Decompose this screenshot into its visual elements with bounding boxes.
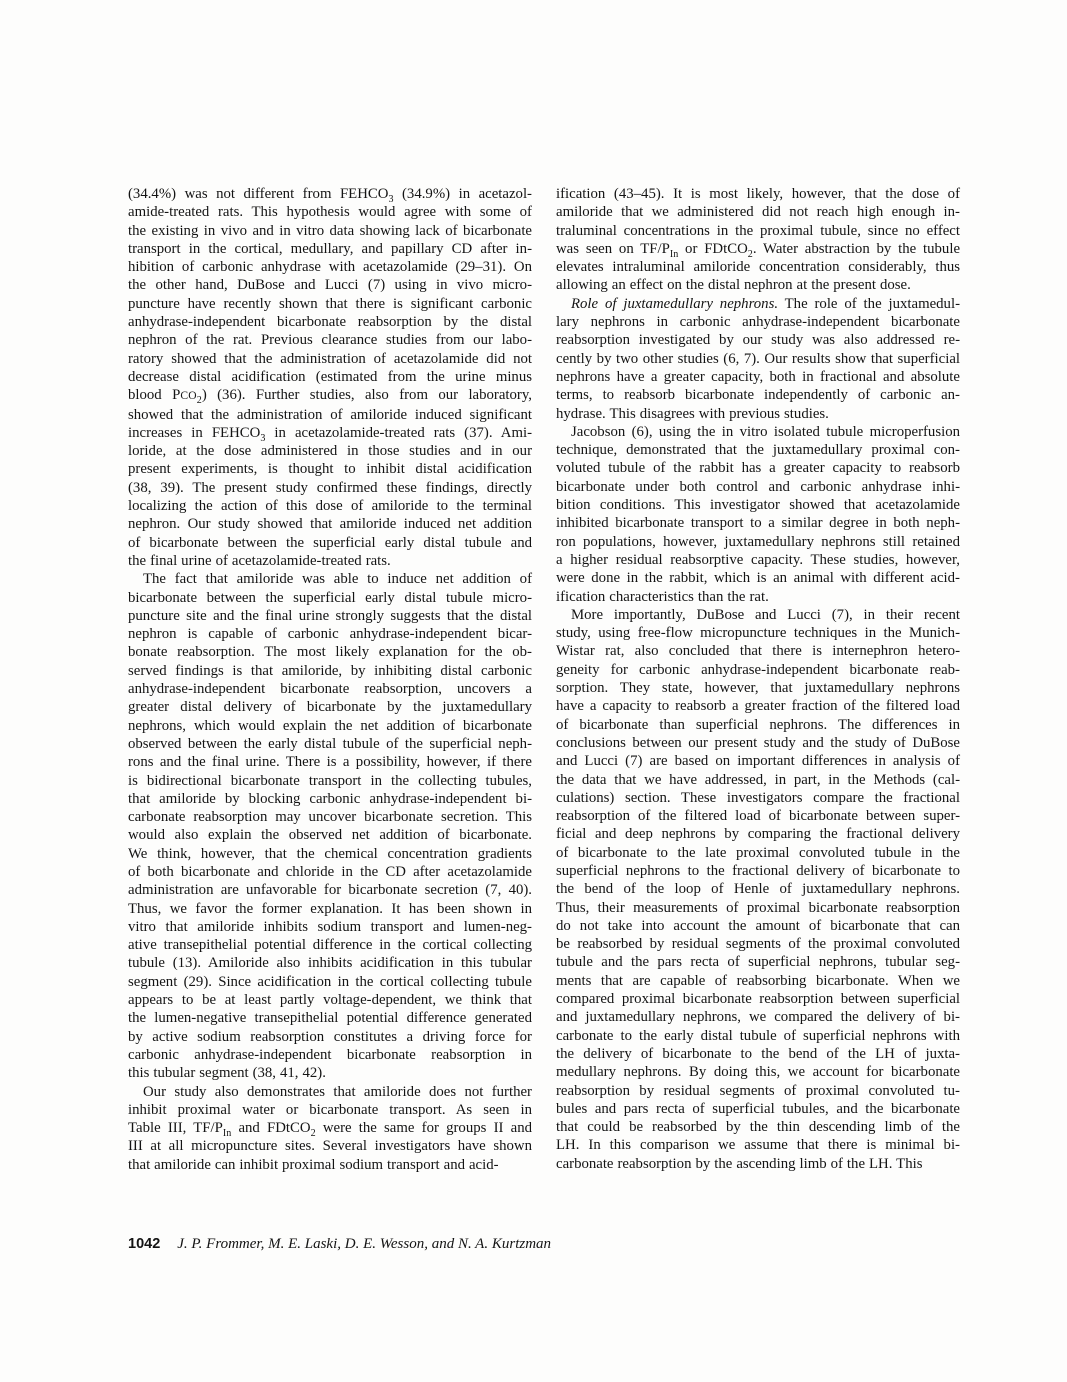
text-line: geneity for carbonic anhydrase-independent bicarbonate reab- [556, 661, 960, 678]
text-line: and juxtamedullary nephrons, we compared the delivery of bi- [556, 1009, 960, 1026]
right-text-column [556, 185, 960, 1173]
page-number: 1042 [128, 1236, 161, 1252]
text-line: was seen on $TF/P_{In}$ or FDtCO$_2$. Water abstraction by the tubule [556, 240, 961, 260]
text-line: a higher residual reabsorptive capacity. These studies, however, [556, 551, 960, 568]
text-line: Thus, their measurements of proximal bicarbonate reabsorption [556, 899, 960, 916]
running-authors: J. P. Frommer, M. E. Laski, D. E. Wesson, and N. A. Kurtzman [177, 1236, 552, 1252]
left-text-column [128, 185, 532, 1174]
text-line: sorption. They state, however, that juxtamedullary nephrons [556, 680, 960, 697]
text-line: decrease distal acidification (estimated from the urine minus [128, 368, 532, 385]
text-line: ification characteristics than the rat. [556, 588, 769, 605]
text-line: administration are unfavorable for bicarbonate secretion (7, 40). [128, 882, 532, 899]
text-line: ratory showed that the administration of acetazolamide did not [128, 350, 532, 367]
paragraph [128, 185, 532, 570]
text-line: Role of juxtamedullary nephrons. The role of the juxtamedul- [571, 295, 960, 312]
text-line: blood $PCO_2$) (36). Further studies, also from our laboratory, [128, 387, 532, 407]
text-line: reabsorption of the filtered load of bicarbonate between super- [556, 808, 960, 825]
text-line: nephron. Our study showed that amiloride induced net addition [128, 516, 532, 533]
text-line: traluminal concentrations in the proximal tubule, since no effect [556, 222, 960, 239]
text-line: amiloride that we administered did not reach high enough in- [556, 204, 960, 221]
paragraph [556, 185, 960, 295]
text-line: bicarbonate between the superficial early distal tubule micro- [128, 589, 532, 606]
text-line: nephrons, which would explain the net addition of bicarbonate [128, 717, 532, 734]
text-line: bition conditions. This investigator showed that acetazolamide [556, 497, 960, 514]
text-line: tubule (13). Amiloride also inhibits acidification in this tubular [128, 955, 532, 972]
text-line: puncture have recently shown that there is significant carbonic [128, 295, 532, 312]
text-line: carbonate reabsorption may uncover bicarbonate secretion. This [128, 809, 532, 826]
text-line: increases in $FEHCO_3$ in acetazolamide-treated rats (37). Ami- [128, 424, 532, 444]
text-line: the bend of the loop of Henle of juxtamedullary nephrons. [556, 881, 960, 898]
text-line: inhibit proximal water or bicarbonate transport. As seen in [128, 1101, 532, 1118]
text-line: technique, demonstrated that the juxtamedullary proximal con- [556, 442, 960, 459]
text-line: served findings is that amiloride, by inhibiting distal carbonic [128, 662, 532, 679]
text-line: anhydrase-independent bicarbonate reabsorption, uncovers a [128, 681, 532, 698]
text-line: conclusions between our present study and the study of DuBose [556, 734, 960, 751]
text-line: hydrase. This disagrees with previous studies. [556, 405, 829, 422]
text-line: nephron is capable of carbonic anhydrase-independent bicar- [128, 626, 532, 643]
text-line: of bicarbonate to the late proximal convoluted tubule in the [556, 844, 960, 861]
text-line: that could be reabsorbed by the thin descending limb of the [556, 1119, 960, 1136]
text-line: LH. In this comparison we assume that there is minimal bi- [556, 1137, 960, 1154]
text-line: tubule and the pars recta of superficial nephrons, tubular seg- [556, 954, 960, 971]
text-line: More importantly, DuBose and Lucci (7), in their recent [571, 606, 960, 623]
text-line: that amiloride can inhibit proximal sodium transport and acid- [128, 1156, 499, 1173]
text-line: that amiloride by blocking carbonic anhydrase-independent bi- [128, 790, 532, 807]
text-line: of bicarbonate between the superficial early distal tubule and [128, 534, 532, 551]
text-line: the delivery of bicarbonate to the bend of the LH of juxta- [556, 1045, 960, 1062]
text-line: by active sodium reabsorption constitutes a driving force for [128, 1028, 532, 1045]
text-line: do not take into account the amount of bicarbonate that can [556, 917, 960, 934]
text-line: (34.4%) was not different from $FEHCO_3$ (34.9%) in acetazol- [128, 186, 532, 205]
text-line: is bidirectional bicarbonate transport in the collecting tubules, [128, 772, 532, 789]
text-line: ficial and deep nephrons by comparing the fractional delivery [556, 826, 960, 843]
text-line: Our study also demonstrates that amiloride does not further [143, 1083, 532, 1100]
text-line: terms, to reabsorb bicarbonate independently of carbonic an- [556, 387, 960, 404]
page-footer [128, 1236, 968, 1253]
text-line: be reabsorbed by residual segments of the proximal convoluted [556, 936, 960, 953]
text-line: the lumen-negative transepithelial potential difference generated [128, 1010, 532, 1027]
text-line: cently by two other studies (6, 7). Our results show that superficial [556, 350, 960, 367]
text-line: compared proximal bicarbonate reabsorption between superficial [556, 991, 960, 1008]
text-line: superficial nephrons to the fractional delivery of bicarbonate to [556, 862, 960, 879]
text-line: ments that are capable of reabsorbing bicarbonate. When we [556, 972, 960, 989]
text-line: this tubular segment (38, 41, 42). [128, 1065, 326, 1082]
text-line: bicarbonate under both control and carbonic anhydrase inhi- [556, 478, 960, 495]
text-line: carbonate reabsorption by the ascending limb of the LH. This [556, 1155, 923, 1172]
text-line: Wistar rat, also concluded that there is internephron hetero- [556, 643, 960, 660]
text-line: of bicarbonate than superficial nephrons. The differences in [556, 716, 960, 733]
text-line: were done in the rabbit, which is an animal with different acid- [556, 570, 960, 587]
text-line: study, using free-flow micropuncture techniques in the Munich- [556, 625, 960, 642]
text-line: ron populations, however, juxtamedullary nephrons still retained [556, 533, 960, 550]
text-line: inhibited bicarbonate transport to a similar degree in both neph- [556, 515, 960, 532]
text-line: present experiments, is thought to inhibit distal acidification [128, 461, 532, 478]
text-line: amide-treated rats. This hypothesis would agree with some of [128, 204, 532, 221]
text-line: bonate reabsorption. The most likely explanation for the ob- [128, 644, 532, 661]
paragraph [556, 423, 960, 606]
text-line: lary nephrons in carbonic anhydrase-independent bicarbonate [556, 314, 960, 331]
text-line: Jacobson (6), using the in vitro isolated tubule microperfusion [571, 423, 960, 440]
text-line: the existing in vivo and in vitro data showing lack of bicarbonate [128, 222, 532, 239]
text-line: showed that the administration of amiloride induced significant [128, 406, 532, 423]
text-line: ative transepithelial potential difference in the cortical collecting [128, 937, 532, 954]
text-line: observed between the early distal tubule of the superficial neph- [128, 735, 532, 752]
text-line: nephrons have a greater capacity, both in fractional and absolute [556, 368, 960, 385]
text-line: of both bicarbonate and chloride in the CD after acetazolamide [128, 863, 532, 880]
text-line: rons and the final urine. There is a possibility, however, if there [128, 754, 532, 771]
text-line: appears to be at least partly voltage-dependent, we think that [128, 992, 532, 1009]
text-line: would also explain the observed net addition of bicarbonate. [128, 827, 532, 844]
text-line: anhydrase-independent bicarbonate reabsorption by the distal [128, 314, 532, 331]
text-line: elevates intraluminal amiloride concentration considerably, thus [556, 259, 960, 276]
text-line: hibition of carbonic anhydrase with acetazolamide (29–31). On [128, 259, 532, 276]
text-line: ification (43–45). It is most likely, however, that the dose of [556, 186, 960, 202]
paragraph [128, 570, 532, 1082]
text-line: bules and pars recta of superficial tubules, and the bicarbonate [556, 1100, 960, 1117]
text-line: the data that we have addressed, in part, in the Methods (cal- [556, 771, 960, 788]
text-line: allowing an effect on the distal nephron at the present dose. [556, 277, 911, 294]
text-line: greater distal delivery of bicarbonate by the juxtamedullary [128, 699, 532, 716]
text-line: the final urine of acetazolamide-treated rats. [128, 552, 391, 569]
text-line: segment (29). Since acidification in the cortical collecting tubule [128, 973, 532, 990]
text-line: puncture site and the final urine strongly suggests that the distal [128, 607, 532, 624]
text-line: localizing the action of this dose of amiloride to the terminal [128, 498, 532, 515]
paragraph [128, 1083, 532, 1174]
text-line: medullary nephrons. By doing this, we account for bicarbonate [556, 1064, 960, 1081]
text-line: have a capacity to reabsorb a greater fraction of the filtered load [556, 698, 960, 715]
text-line: reabsorption by residual segments of proximal convoluted tu- [556, 1082, 960, 1099]
text-line: culations) section. These investigators compare the fractional [556, 789, 960, 806]
text-line: the other hand, DuBose and Lucci (7) using in vivo micro- [128, 277, 532, 294]
text-line: Table III, $TF/P_{In}$ and FDtCO$_2$ were the same for groups II and [128, 1120, 532, 1140]
text-line: We think, however, that the chemical concentration gradients [128, 845, 532, 862]
paragraph [556, 606, 960, 1173]
text-line: carbonate to the early distal tubule of superficial nephrons with [556, 1027, 960, 1044]
text-line: and Lucci (7) are based on important differences in analysis of [556, 753, 960, 770]
text-line: Thus, we favor the former explanation. It has been shown in [128, 900, 532, 917]
text-line: (38, 39). The present study confirmed these findings, directly [128, 479, 532, 496]
text-line: carbonic anhydrase-independent bicarbonate reabsorption in [128, 1046, 532, 1063]
text-line: nephron of the rat. Previous clearance studies from our labo- [128, 332, 532, 349]
text-line: The fact that amiloride was able to induce net addition of [143, 571, 532, 588]
text-line: transport in the cortical, medullary, and papillary CD after in- [128, 240, 532, 257]
text-line: reabsorption investigated by our study was also addressed re- [556, 332, 960, 349]
paragraph [556, 295, 960, 423]
text-line: voluted tubule of the rabbit has a greater capacity to reabsorb [556, 460, 960, 477]
text-line: vitro that amiloride inhibits sodium transport and lumen-neg- [128, 918, 532, 935]
text-line: loride, at the dose administered in those studies and in our [128, 443, 532, 460]
text-line: III at all micropuncture sites. Several investigators have shown [128, 1138, 532, 1155]
